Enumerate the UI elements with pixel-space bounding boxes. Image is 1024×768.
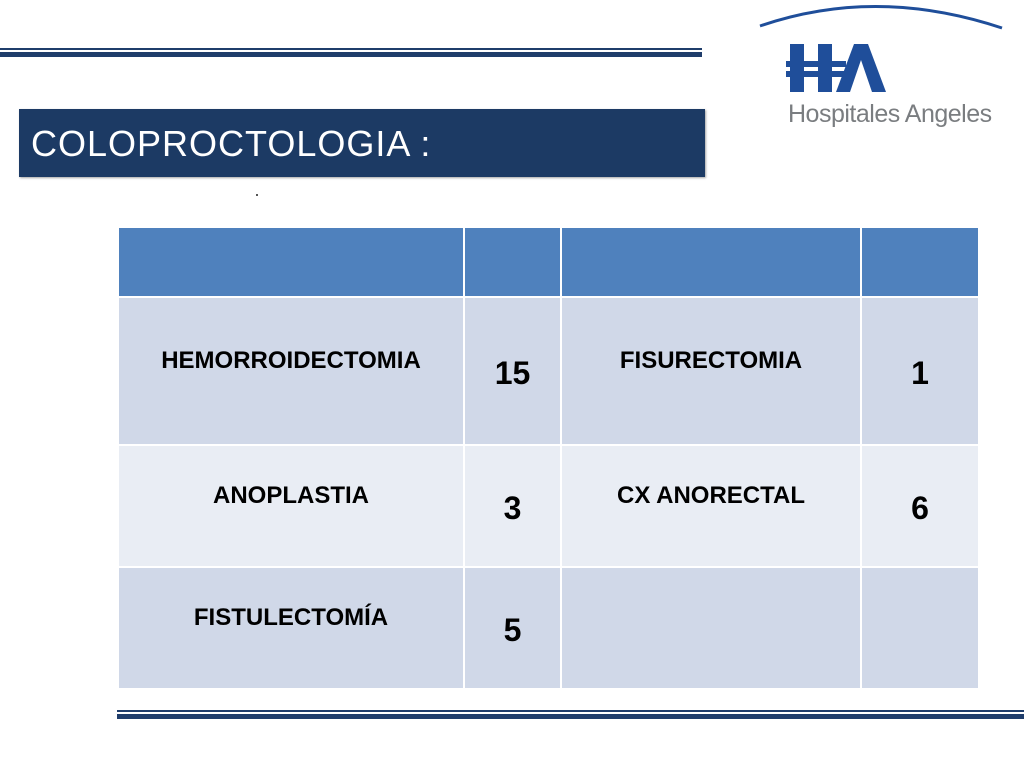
procedure-name-cell bbox=[561, 445, 861, 567]
procedure-name-cell bbox=[561, 297, 861, 445]
procedure-name: FISURECTOMIA bbox=[619, 347, 803, 374]
procedure-name-cell bbox=[118, 445, 464, 567]
procedures-table bbox=[117, 226, 980, 690]
procedure-name: HEMORROIDECTOMIA bbox=[161, 347, 421, 374]
table-row bbox=[118, 445, 979, 567]
table-row bbox=[118, 567, 979, 689]
logo-wordmark: Hospitales Angeles bbox=[788, 100, 992, 128]
ha-logo-icon bbox=[756, 0, 1024, 100]
procedure-count-cell bbox=[464, 567, 561, 689]
procedure-count: 1 bbox=[911, 354, 929, 391]
top-divider-thick-line bbox=[0, 52, 702, 57]
bottom-divider bbox=[117, 710, 1024, 720]
header-cell bbox=[464, 227, 561, 297]
procedure-count-cell bbox=[464, 445, 561, 567]
procedure-name-cell bbox=[561, 567, 861, 689]
procedure-name-cell bbox=[118, 567, 464, 689]
bottom-divider-thin-line bbox=[117, 710, 1024, 712]
top-divider bbox=[0, 48, 702, 58]
procedure-count: 3 bbox=[503, 489, 522, 526]
table-header-row bbox=[118, 227, 979, 297]
procedure-count-cell bbox=[464, 297, 561, 445]
header-cell bbox=[861, 227, 979, 297]
title-banner bbox=[19, 109, 705, 177]
header-cell bbox=[118, 227, 464, 297]
procedure-count-cell bbox=[861, 567, 979, 689]
procedure-name: ANOPLASTIA bbox=[213, 482, 369, 509]
procedure-name: CX ANORECTAL bbox=[617, 482, 805, 509]
page-title: COLOPROCTOLOGIA : bbox=[31, 123, 432, 164]
top-divider-thin-line bbox=[0, 48, 702, 50]
procedure-count: 6 bbox=[911, 489, 929, 526]
table-row bbox=[118, 297, 979, 445]
procedure-name: FISTULECTOMÍA bbox=[193, 604, 389, 631]
procedure-count: 15 bbox=[494, 354, 531, 391]
procedure-count: 5 bbox=[503, 611, 522, 648]
procedure-name-cell bbox=[118, 297, 464, 445]
bottom-divider-thick-line bbox=[117, 714, 1024, 719]
procedure-count-cell bbox=[861, 297, 979, 445]
hospital-logo bbox=[756, 0, 1024, 140]
header-cell bbox=[561, 227, 861, 297]
procedure-count-cell bbox=[861, 445, 979, 567]
stray-dot bbox=[256, 194, 258, 196]
